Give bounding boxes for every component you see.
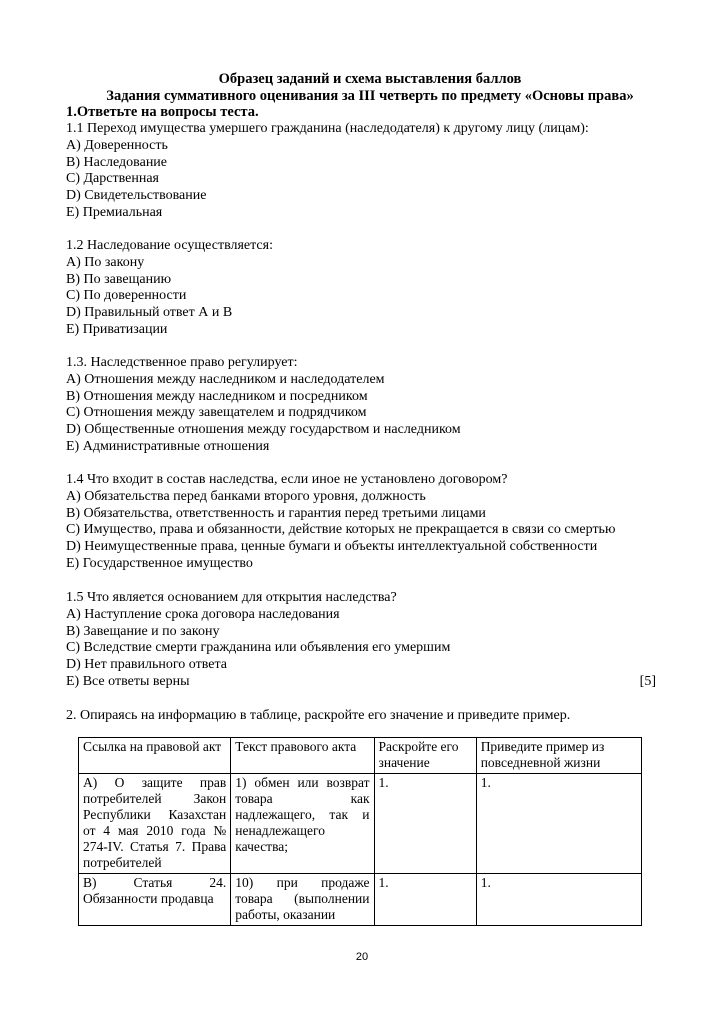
answer-option: C) Имущество, права и обязанности, действие которых не прекращается в связи со смертью [66,522,616,538]
question-block [66,121,666,222]
answer-option: A) Наступление срока договора наследования [66,606,340,622]
question-block [66,590,666,691]
document-title: Образец заданий и схема выставления баллов [218,71,522,87]
table-header-cell: Текст правового акта [231,738,374,774]
answer-option: D) Неимущественные права, ценные бумаги и объекты интеллектуальной собственности [66,539,598,555]
answer-option: D) Свидетельствование [66,188,207,204]
answer-option: A) Обязательства перед банками второго уровня, должность [66,488,426,504]
page-number: 20 [355,951,369,963]
answer-option: A) Доверенность [66,137,168,153]
question-block [66,472,666,573]
answer-option: B) Наследование [66,154,168,170]
answer-option: B) Обязательства, ответственность и гарантия перед третьими лицами [66,505,486,521]
table-header-cell: Ссылка на правовой акт [79,738,231,774]
answer-option: D) Правильный ответ А и В [66,305,233,321]
question-block [66,238,666,339]
question-text: 1.5 Что является основанием для открытия наследства? [66,590,397,605]
document-subtitle: Задания суммативного оценивания за III четверть по предмету «Основы права» [106,88,634,104]
section-1-score: [5] [639,674,656,689]
meaning-cell: 1. [374,874,476,926]
answer-option: E) Государственное имущество [66,555,253,571]
legal-reference-cell: В) Статья 24. Обязанности продавца [79,874,231,926]
answer-option: A) Отношения между наследником и наследодателем [66,371,385,387]
example-cell: 1. [476,774,641,874]
table-header-cell: Раскройте его значение [374,738,476,774]
meaning-cell: 1. [374,774,476,874]
section-1-title: 1.Ответьте на вопросы теста. [66,104,259,120]
legal-text-cell: 1) обмен или возврат товара как надлежащего, так и ненадлежащего качества; [231,774,374,874]
question-text: 1.1 Переход имущества умершего гражданина (наследодателя) к другому лицу (лицам): [66,121,589,136]
question-text: 1.3. Наследственное право регулирует: [66,355,298,370]
answer-option: E) Административные отношения [66,438,270,454]
task-2-instruction: 2. Опираясь на информацию в таблице, раскройте его значение и приведите пример. [66,708,571,723]
question-text: 1.2 Наследование осуществляется: [66,238,273,253]
answer-option: E) Все ответы верны [66,673,190,689]
question-block [66,355,666,456]
answer-option: C) Вследствие смерти гражданина или объявления его умершим [66,640,451,656]
table-header-row [79,738,642,774]
answer-option: E) Приватизации [66,321,168,337]
table-row [79,874,642,926]
answer-option: B) По завещанию [66,271,172,287]
answer-option: B) Отношения между наследником и посредником [66,388,368,404]
answer-option: C) Отношения между завещателем и подрядчиком [66,405,367,421]
table-header-cell: Приведите пример из повседневной жизни [476,738,641,774]
legal-text-cell: 10) при продаже товара (выполнении работы, оказании [231,874,374,926]
answer-option: A) По закону [66,254,145,270]
answer-option: C) По доверенности [66,288,187,304]
answer-option: B) Завещание и по закону [66,623,220,639]
legal-act-table [78,737,642,926]
answer-option: C) Дарственная [66,171,159,187]
example-cell: 1. [476,874,641,926]
table-row [79,774,642,874]
legal-reference-cell: А) О защите прав потребителей Закон Республики Казахстан от 4 мая 2010 года № 274-IV. Статья 7. Права потребителей [79,774,231,874]
answer-option: E) Премиальная [66,204,163,220]
answer-option: D) Общественные отношения между государством и наследником [66,422,461,438]
answer-option: D) Нет правильного ответа [66,657,227,673]
question-text: 1.4 Что входит в состав наследства, если иное не установлено договором? [66,472,508,487]
